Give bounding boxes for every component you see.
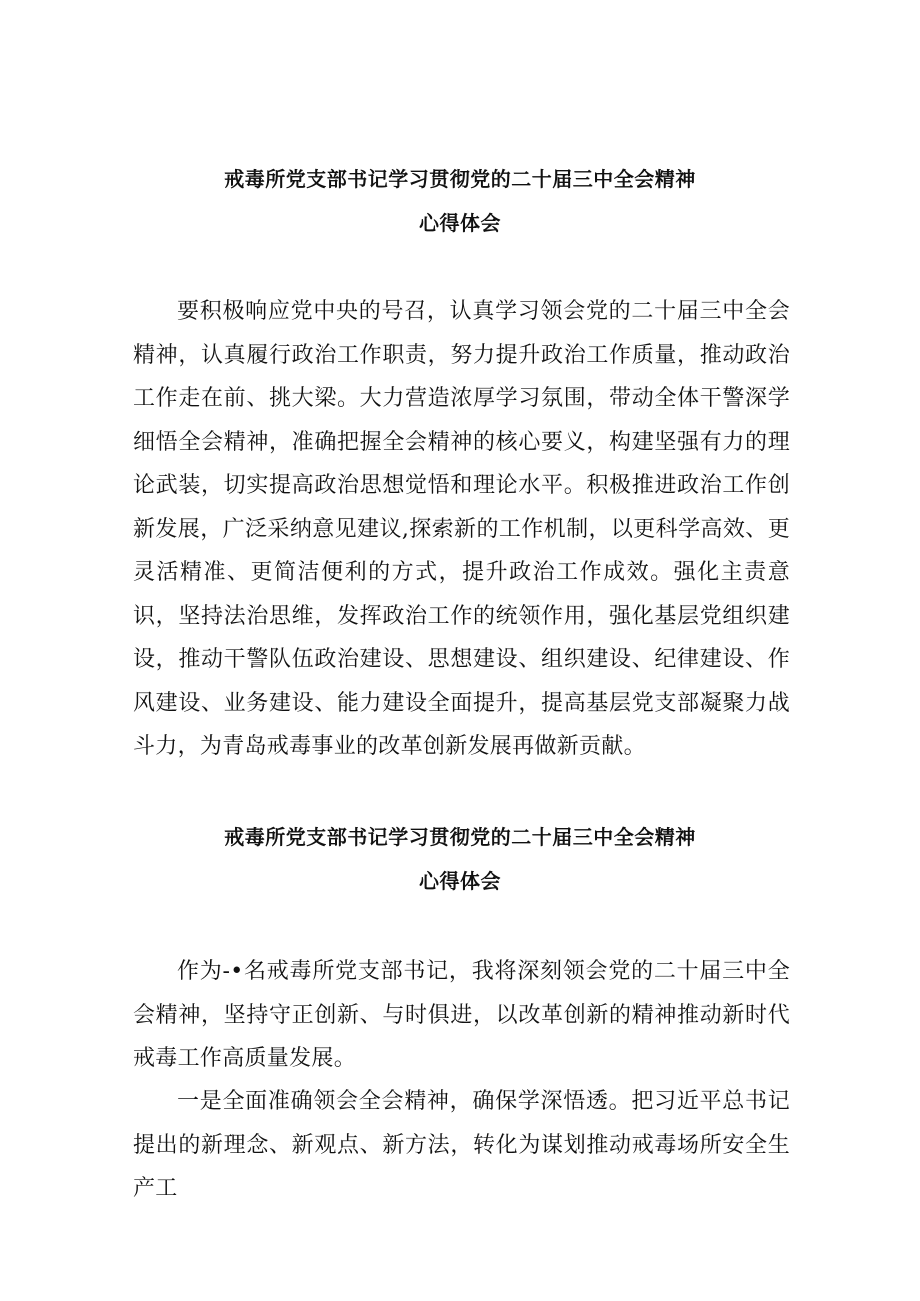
section-title-line2: 心得体会 xyxy=(419,869,501,893)
section-title-line2: 心得体会 xyxy=(419,211,501,235)
body-paragraph: 作为-•名戒毒所党支部书记，我将深刻领会党的二十届三中全会精神，坚持守正创新、与时俱进，以改革创新的精神推动新时代戒毒工作高质量发展。 xyxy=(133,959,790,1071)
section-title-line1: 戒毒所党支部书记学习贯彻党的二十届三中全会精神 xyxy=(224,825,696,849)
section-title xyxy=(0,815,920,903)
body-paragraph: 一是全面准确领会全会精神，确保学深悟透。把习近平总书记提出的新理念、新观点、新方法，转化为谋划推动戒毒场所安全生产工 xyxy=(133,1089,790,1201)
section-title xyxy=(0,157,920,245)
body-paragraph: 要积极响应党中央的号召，认真学习领会党的二十届三中全会精神，认真履行政治工作职责，努力提升政治工作质量，推动政治工作走在前、挑大梁。大力营造浓厚学习氛围，带动全体干警深学细悟全会精神，准确把握全会精神的核心要义，构建坚强有力的理论武装，切实提高政治思想觉悟和理论水平。积极推进政治工作创新发展，广泛采纳意见建议,探索新的工作机制，以更科学高效、更灵活精准、更简洁便利的方式，提升政治工作成效。强化主责意识，坚持法治思维，发挥政治工作的统领作用，强化基层党组织建设，推动干警队伍政治建设、思想建设、组织建设、纪律建设、作风建设、业务建设、能力建设全面提升，提高基层党支部凝聚力战斗力，为青岛戒毒事业的改革创新发展再做新贡献。 xyxy=(133,299,790,759)
section-title-line1: 戒毒所党支部书记学习贯彻党的二十届三中全会精神 xyxy=(224,167,696,191)
